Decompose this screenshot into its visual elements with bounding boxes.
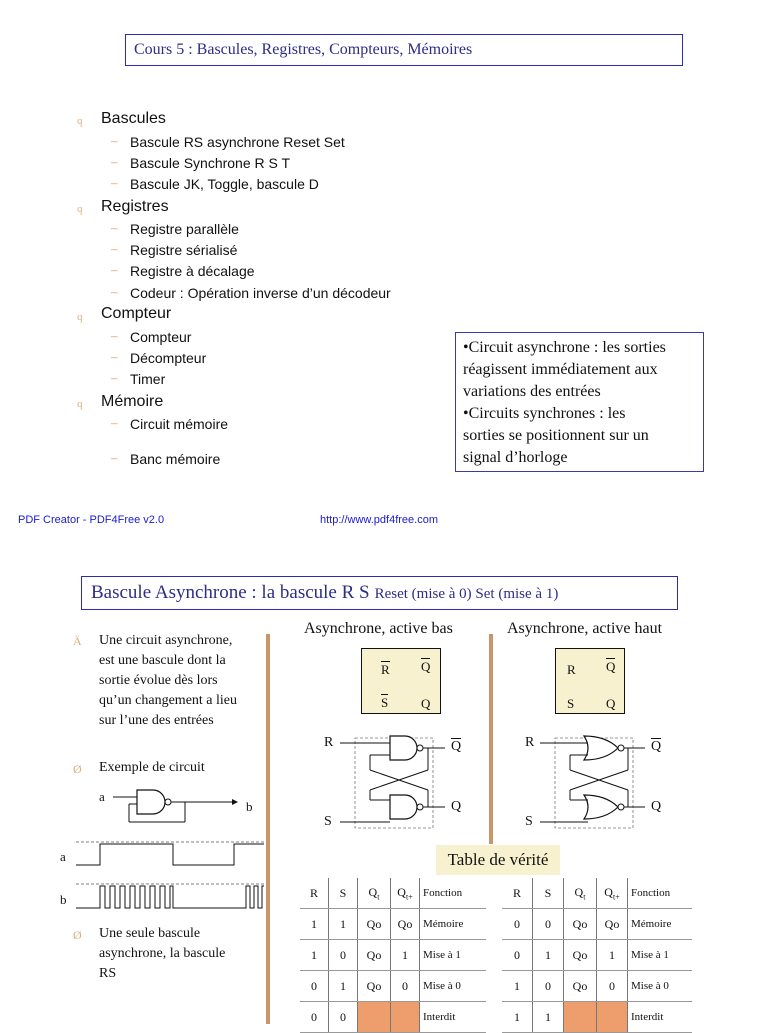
q-bar-output-label: Q xyxy=(451,739,462,754)
description-line: Une circuit asynchrone, xyxy=(99,633,233,648)
timing-waveforms xyxy=(74,838,266,914)
dash-glyph: – xyxy=(111,241,118,256)
column-divider xyxy=(489,634,493,844)
table-header-cell: S xyxy=(329,878,358,909)
example-label: Exemple de circuit xyxy=(99,760,205,775)
table-cell: 0 xyxy=(329,940,358,971)
bullet-glyph: Ø xyxy=(73,928,82,942)
forbidden-cell xyxy=(597,1002,628,1033)
section-heading-memoire: Mémoire xyxy=(101,393,164,410)
dash-glyph: – xyxy=(111,349,118,364)
table-row xyxy=(300,940,486,971)
bullet-glyph: q xyxy=(77,398,83,410)
truth-table-active-low xyxy=(300,878,486,1033)
table-cell: 1 xyxy=(533,940,564,971)
section-heading-registres: Registres xyxy=(101,198,169,215)
table-cell: 1 xyxy=(329,971,358,1002)
section-heading-compteur: Compteur xyxy=(101,305,172,322)
table-header-cell: R xyxy=(300,878,329,909)
q-label: Q xyxy=(421,696,431,711)
table-cell: 1 xyxy=(300,909,329,940)
table-cell: 0 xyxy=(329,1002,358,1033)
bullet-glyph: q xyxy=(77,203,83,215)
table-cell: 1 xyxy=(533,1002,564,1033)
bullet-glyph: q xyxy=(77,115,83,127)
slide2-title xyxy=(81,576,678,610)
table-cell: Qo xyxy=(358,971,391,1002)
forbidden-cell xyxy=(564,1002,597,1033)
dash-glyph: – xyxy=(111,415,118,430)
table-cell: 1 xyxy=(391,940,420,971)
table-header-cell: R xyxy=(502,878,533,909)
table-cell: Mise à 0 xyxy=(628,971,693,1002)
truth-table-active-high xyxy=(502,878,692,1033)
table-cell: 0 xyxy=(502,909,533,940)
r-input-label: R xyxy=(525,735,535,750)
subscript: t xyxy=(377,892,380,902)
list-item: Codeur : Opération inverse d’un décodeur xyxy=(130,285,391,301)
list-item: Circuit mémoire xyxy=(130,416,229,432)
signal-a-label: a xyxy=(99,789,105,804)
bullet-glyph: Ä xyxy=(73,634,82,648)
footer-url-link[interactable]: http://www.pdf4free.com xyxy=(320,514,438,526)
table-header-cell: $Q_{t+}$ xyxy=(597,878,628,909)
q-label: Q xyxy=(606,696,616,711)
q-output-label: Q xyxy=(651,799,662,814)
table-cell: Interdit xyxy=(628,1002,693,1033)
example-circuit-diagram xyxy=(95,780,265,830)
truth-table-title: Table de vérité xyxy=(436,845,560,875)
list-item: Compteur xyxy=(130,329,192,345)
section-heading-bascules: Bascules xyxy=(101,110,166,127)
subscript: t+ xyxy=(612,892,620,902)
s-input-label: S xyxy=(324,814,332,829)
table-cell: Qo xyxy=(564,971,597,1002)
description-line: sortie évolue dès lors xyxy=(99,673,218,688)
slide1-title: Cours 5 : Bascules, Registres, Compteurs, Mémoires xyxy=(125,34,683,66)
dash-glyph: – xyxy=(111,133,118,148)
signal-b-label: b xyxy=(246,799,253,814)
single-rs-note xyxy=(99,924,269,984)
table-row xyxy=(502,909,692,940)
s-bar-label: S xyxy=(381,695,389,710)
table-cell: Qo xyxy=(564,940,597,971)
info-line: •Circuits synchrones : les xyxy=(463,405,626,422)
table-cell: Mise à 1 xyxy=(420,940,487,971)
dash-glyph: – xyxy=(111,154,118,169)
r-input-label: R xyxy=(324,735,334,750)
list-item: Timer xyxy=(130,371,166,387)
note-line: Une seule bascule xyxy=(99,926,201,941)
info-line: réagissent immédiatement aux xyxy=(463,361,658,378)
info-line: signal d’horloge xyxy=(463,449,568,466)
q-bar-output-label: Q xyxy=(651,739,662,754)
table-row xyxy=(300,909,486,940)
dash-glyph: – xyxy=(111,262,118,277)
table-cell: Qo xyxy=(391,909,420,940)
dash-glyph: – xyxy=(111,450,118,465)
table-cell: 0 xyxy=(300,1002,329,1033)
table-row xyxy=(300,1002,486,1033)
table-header-cell: Fonction xyxy=(420,878,487,909)
info-line: sorties se positionnent sur un xyxy=(463,427,649,444)
table-cell: 0 xyxy=(502,940,533,971)
table-cell: Qo xyxy=(597,909,628,940)
table-row xyxy=(502,1002,692,1033)
r-bar-label: R xyxy=(381,662,390,677)
slide2-title-main: Bascule Asynchrone : la bascule R S xyxy=(91,582,370,603)
table-header-cell: $Q_t$ xyxy=(358,878,391,909)
list-item: Décompteur xyxy=(130,350,207,366)
table-cell: 0 xyxy=(533,971,564,1002)
table-cell: 0 xyxy=(533,909,564,940)
list-item: Registre parallèle xyxy=(130,221,239,237)
table-cell: Mise à 1 xyxy=(628,940,693,971)
note-line: RS xyxy=(99,966,117,981)
list-item: Bascule JK, Toggle, bascule D xyxy=(130,176,319,192)
table-cell: 0 xyxy=(300,971,329,1002)
async-description xyxy=(99,631,269,731)
table-row xyxy=(502,971,692,1002)
table-cell: Mise à 0 xyxy=(420,971,487,1002)
description-line: est une bascule dont la xyxy=(99,653,226,668)
dash-glyph: – xyxy=(111,175,118,190)
table-row xyxy=(502,940,692,971)
s-label: S xyxy=(567,696,575,711)
subscript: t+ xyxy=(405,892,413,902)
list-item: Banc mémoire xyxy=(130,451,221,467)
dash-glyph: – xyxy=(111,328,118,343)
dash-glyph: – xyxy=(111,220,118,235)
table-cell: 1 xyxy=(502,1002,533,1033)
table-cell: Qo xyxy=(564,909,597,940)
forbidden-cell xyxy=(358,1002,391,1033)
r-label: R xyxy=(567,662,576,677)
waveform-a-label: a xyxy=(60,849,66,864)
info-line: •Circuit asynchrone : les sorties xyxy=(463,339,666,356)
table-cell: Interdit xyxy=(420,1002,487,1033)
table-cell: Mémoire xyxy=(420,909,487,940)
table-cell: 1 xyxy=(502,971,533,1002)
description-line: qu’un changement a lieu xyxy=(99,693,238,708)
note-line: asynchrone, la bascule xyxy=(99,946,226,961)
list-item: Registre à décalage xyxy=(130,263,255,279)
table-header-cell: $Q_{t+}$ xyxy=(391,878,420,909)
q-bar-label: Q xyxy=(606,659,616,674)
forbidden-cell xyxy=(391,1002,420,1033)
list-item: Bascule RS asynchrone Reset Set xyxy=(130,134,345,150)
table-cell: 1 xyxy=(300,940,329,971)
slide2-title-sub: Reset (mise à 0) Set (mise à 1) xyxy=(374,586,559,602)
table-cell: Mémoire xyxy=(628,909,693,940)
table-header-cell: S xyxy=(533,878,564,909)
footer-creator-text: PDF Creator - PDF4Free v2.0 xyxy=(18,514,165,526)
q-output-label: Q xyxy=(451,799,462,814)
table-header-row xyxy=(300,878,486,909)
active-low-title: Asynchrone, active bas xyxy=(304,620,453,637)
description-line: sur l’une des entrées xyxy=(99,713,214,728)
table-cell: 0 xyxy=(597,971,628,1002)
subscript: t xyxy=(583,892,586,902)
table-cell: 1 xyxy=(597,940,628,971)
info-box xyxy=(455,332,704,472)
table-cell: Qo xyxy=(358,909,391,940)
info-line: variations des entrées xyxy=(463,383,601,400)
q-bar-label: Q xyxy=(421,659,431,674)
waveform-b-label: b xyxy=(60,892,67,907)
table-header-row xyxy=(502,878,692,909)
active-high-title: Asynchrone, active haut xyxy=(507,620,663,637)
bullet-glyph: Ø xyxy=(73,762,82,776)
list-item: Registre sérialisé xyxy=(130,242,238,258)
bullet-glyph: q xyxy=(77,311,83,323)
table-row xyxy=(300,971,486,1002)
table-cell: Qo xyxy=(358,940,391,971)
table-header-cell: $Q_t$ xyxy=(564,878,597,909)
table-header-cell: Fonction xyxy=(628,878,693,909)
dash-glyph: – xyxy=(111,284,118,299)
list-item: Bascule Synchrone R S T xyxy=(130,155,291,171)
table-cell: 0 xyxy=(391,971,420,1002)
table-cell: 1 xyxy=(329,909,358,940)
dash-glyph: – xyxy=(111,370,118,385)
s-input-label: S xyxy=(525,814,533,829)
